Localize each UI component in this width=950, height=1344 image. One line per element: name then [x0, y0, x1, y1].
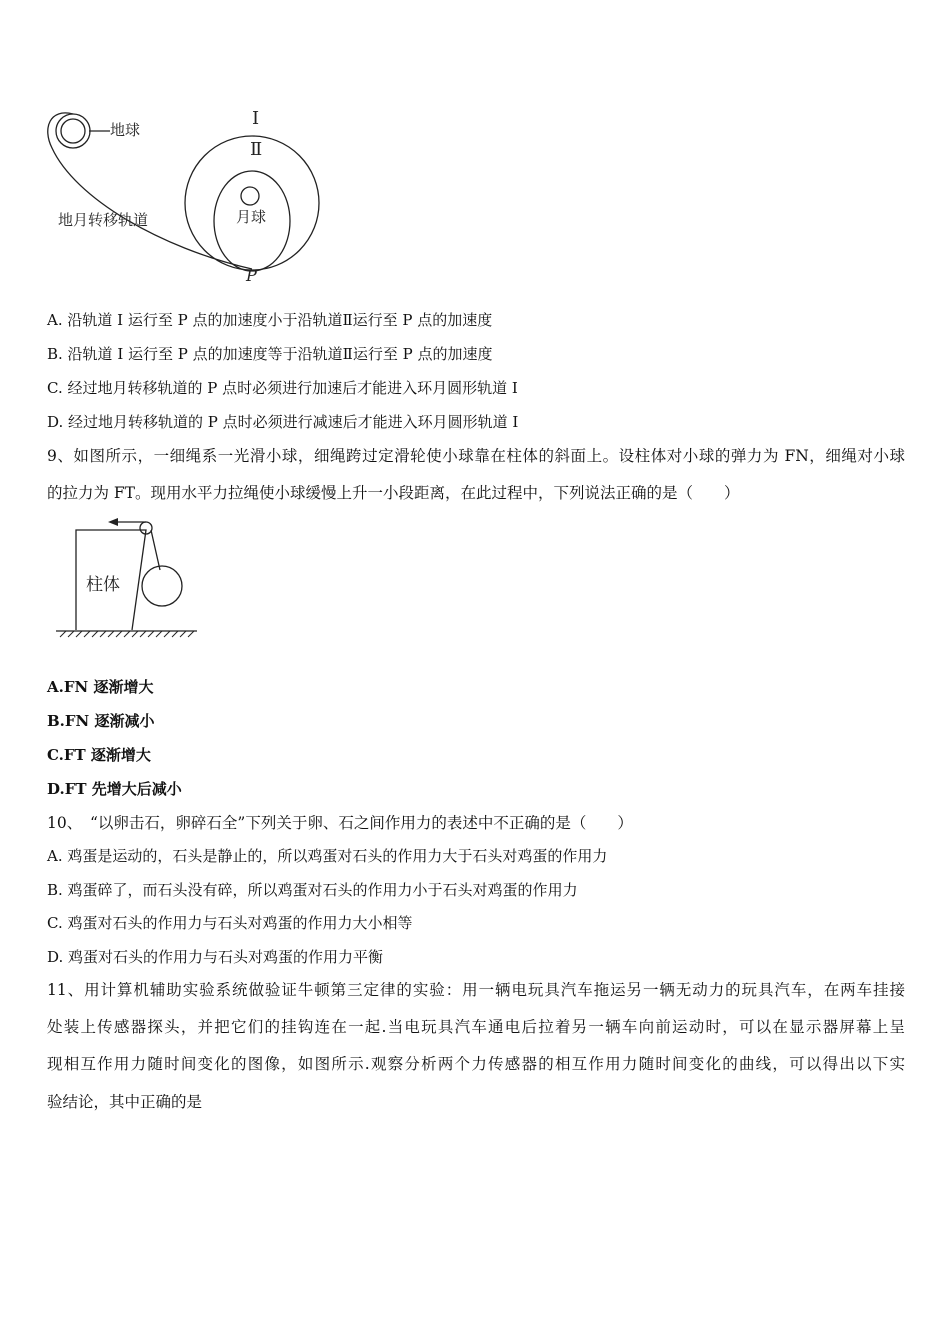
q11-stem-line3: 现相互作用力随时间变化的图像，如图所示.观察分析两个力传感器的相互作用力随时间变化的曲线，可以得出以下实 — [47, 1055, 905, 1073]
orbit-I-label: I — [252, 108, 260, 129]
pull-arrow-head — [108, 518, 118, 526]
q11-stem-line2: 处装上传感器探头，并把它们的挂钩连在一起.当电玩具汽车通电后拉着另一辆车向前运动时，可以在显示器屏幕上呈 — [47, 1018, 905, 1036]
moon-circle — [241, 187, 259, 205]
earth-inner-ring — [61, 119, 85, 143]
q10-stem: 10、 “以卵击石，卵碎石全”下列关于卵、石之间作用力的表述中不正确的是（ ） — [47, 814, 633, 832]
orbit-figure — [40, 98, 340, 288]
ball — [142, 566, 182, 606]
q11-stem-line1: 11、用计算机辅助实验系统做验证牛顿第三定律的实验：用一辆电玩具汽车拖运另一辆无动力的玩具汽车，在两车挂接 — [47, 981, 905, 999]
q9-option-d: D.FT 先增大后减小 — [47, 780, 182, 798]
q10-option-a: A. 鸡蛋是运动的，石头是静止的，所以鸡蛋对石头的作用力大于石头对鸡蛋的作用力 — [47, 847, 608, 865]
q10-option-c: C. 鸡蛋对石头的作用力与石头对鸡蛋的作用力大小相等 — [47, 914, 413, 932]
point-P-label: P — [246, 266, 257, 285]
earth-label: 地球 — [110, 121, 141, 139]
q8-option-c: C. 经过地月转移轨道的 P 点时必须进行加速后才能进入环月圆形轨道 I — [47, 379, 518, 397]
pillar-label: 柱体 — [86, 575, 120, 595]
q10-option-d: D. 鸡蛋对石头的作用力与石头对鸡蛋的作用力平衡 — [47, 948, 384, 966]
q10-option-b: B. 鸡蛋碎了，而石头没有碎，所以鸡蛋对石头的作用力小于石头对鸡蛋的作用力 — [47, 881, 578, 899]
moon-label: 月球 — [236, 208, 267, 226]
q8-option-a: A. 沿轨道 I 运行至 P 点的加速度小于沿轨道Ⅱ运行至 P 点的加速度 — [47, 311, 493, 329]
q11-stem-line4: 验结论，其中正确的是 — [47, 1093, 203, 1111]
transfer-orbit-label: 地月转移轨道 — [58, 211, 149, 229]
q9-stem-line1: 9、如图所示，一细绳系一光滑小球，细绳跨过定滑轮使小球靠在柱体的斜面上。设柱体对小球的弹力为 FN，细绳对小球 — [47, 447, 905, 465]
q9-option-c: C.FT 逐渐增大 — [47, 746, 151, 764]
q8-option-b: B. 沿轨道 I 运行至 P 点的加速度等于沿轨道Ⅱ运行至 P 点的加速度 — [47, 345, 493, 363]
q9-option-b: B.FN 逐渐减小 — [47, 712, 155, 730]
pillar-figure — [52, 516, 202, 642]
q9-option-a: A.FN 逐渐增大 — [47, 678, 154, 696]
q8-option-d: D. 经过地月转移轨道的 P 点时必须进行减速后才能进入环月圆形轨道 I — [47, 413, 519, 431]
orbit-II-label: Ⅱ — [250, 139, 263, 160]
rope-to-ball — [151, 530, 160, 570]
q9-stem-line2: 的拉力为 FT。现用水平力拉绳使小球缓慢上升一小段距离，在此过程中，下列说法正确的是（ ） — [47, 484, 740, 502]
